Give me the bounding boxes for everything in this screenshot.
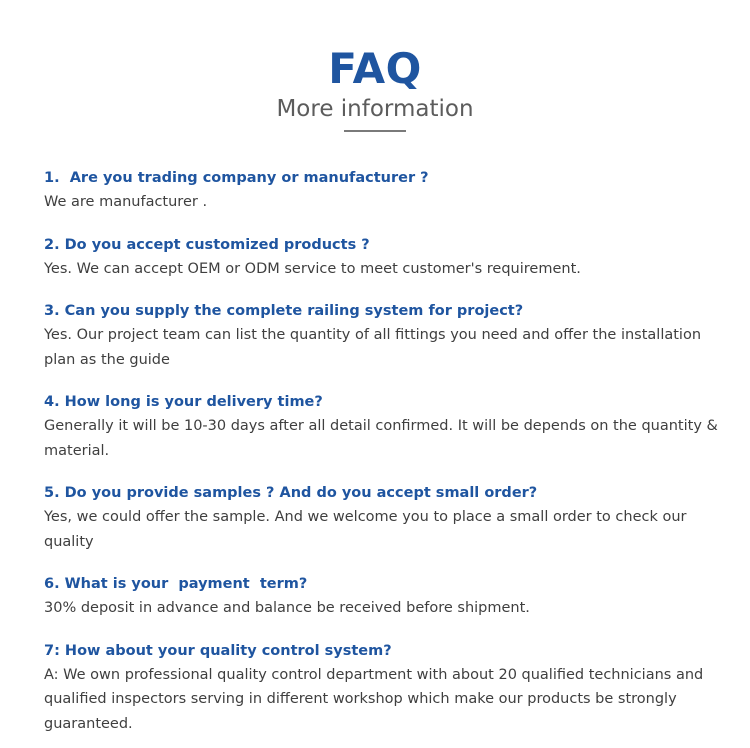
faq-question: 4. How long is your delivery time? bbox=[44, 394, 323, 410]
faq-question: 3. Can you supply the complete railing system for project? bbox=[44, 303, 524, 319]
faq-answer: We are manufacturer . bbox=[44, 194, 208, 210]
page-title: FAQ bbox=[328, 44, 422, 93]
faq-question: 7: How about your quality control system? bbox=[44, 642, 392, 659]
faq-item-2 bbox=[44, 233, 724, 282]
faq-answer: 30% deposit in advance and balance be received before shipment. bbox=[44, 600, 530, 616]
faq-question: 6. What is your payment term? bbox=[44, 576, 308, 592]
faq-item-7 bbox=[44, 639, 724, 737]
faq-answer: Generally it will be 10-30 days after all detail confirmed. It will be depends on the quantity & material. bbox=[44, 418, 718, 459]
faq-item-5 bbox=[44, 481, 724, 554]
faq-question: 5. Do you provide samples ? And do you accept small order? bbox=[44, 485, 538, 501]
page-subtitle: More information bbox=[276, 96, 474, 122]
faq-header bbox=[0, 44, 750, 132]
faq-item-4 bbox=[44, 390, 724, 463]
faq-answer: A: We own professional quality control department with about 20 qualified technicians and qualified inspectors serving in different workshop which make our products be strongly guaranteed. bbox=[44, 666, 704, 732]
faq-item-3 bbox=[44, 299, 724, 372]
faq-list bbox=[44, 166, 724, 748]
faq-question: 2. Do you accept customized products ? bbox=[44, 236, 370, 253]
faq-question: 1. Are you trading company or manufacturer ? bbox=[44, 170, 429, 186]
faq-answer: Yes, we could offer the sample. And we welcome you to place a small order to check our quality bbox=[44, 509, 687, 550]
faq-answer: Yes. Our project team can list the quantity of all fittings you need and offer the installation plan as the guide bbox=[44, 327, 702, 368]
faq-item-1 bbox=[44, 166, 724, 215]
faq-answer: Yes. We can accept OEM or ODM service to meet customer's requirement. bbox=[44, 260, 581, 277]
title-divider bbox=[344, 130, 406, 132]
faq-item-6 bbox=[44, 572, 724, 621]
